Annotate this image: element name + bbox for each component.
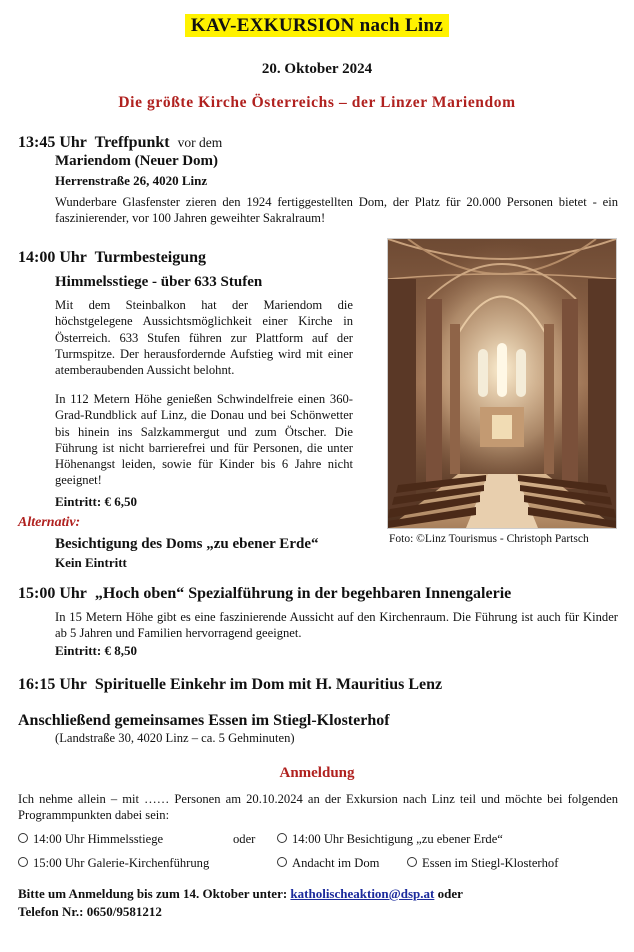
item-3-price: Eintritt: € 8,50 <box>55 643 137 658</box>
item-2-heading <box>18 249 206 267</box>
registration-footer-suffix: oder <box>437 886 463 901</box>
item-1-label: Treffpunkt <box>94 134 170 151</box>
registration-footer-prefix: Bitte um Anmeldung bis zum 14. Oktober unter: <box>18 886 288 901</box>
option-ebener-erde-label: 14:00 Uhr Besichtigung „zu ebener Erde“ <box>292 832 503 846</box>
registration-intro: Ich nehme allein – mit …… Personen am 20.10.2024 an der Exkursion nach Linz teil und möchte bei folgenden Programmpunkten dabei sein: <box>18 792 618 823</box>
option-galerie[interactable] <box>18 856 209 871</box>
item-2-time: 14:00 Uhr <box>18 249 87 266</box>
option-essen[interactable] <box>407 856 558 871</box>
page-title: KAV-EXKURSION nach Linz <box>185 14 449 37</box>
item-1-place: Mariendom (Neuer Dom) <box>55 153 219 169</box>
option-ebener-erde[interactable] <box>277 832 503 847</box>
alternative-price: Kein Eintritt <box>55 555 127 570</box>
item-5-address: (Landstraße 30, 4020 Linz – ca. 5 Gehminuten) <box>55 731 295 745</box>
item-4-label: Spirituelle Einkehr im Dom mit H. Mauritius Lenz <box>94 676 443 693</box>
oder-label: oder <box>233 832 256 846</box>
item-4-heading <box>18 676 442 694</box>
alternative-title: Besichtigung des Doms „zu ebener Erde“ <box>55 536 319 552</box>
item-1-time: 13:45 Uhr <box>18 134 87 151</box>
option-essen-label: Essen im Stiegl-Klosterhof <box>422 856 559 870</box>
email-link[interactable]: katholischeaktion@dsp.at <box>290 886 435 901</box>
option-andacht[interactable] <box>277 856 379 871</box>
item-4-time: 16:15 Uhr <box>18 676 87 693</box>
item-2-subtitle: Himmelsstiege - über 633 Stufen <box>55 274 263 290</box>
photo-caption: Foto: ©Linz Tourismus - Christoph Partsch <box>389 533 589 545</box>
alternative-label: Alternativ: <box>18 515 81 530</box>
item-2-text-1: Mit dem Steinbalkon hat der Mariendom die höchstgelegene Aussichtsmöglichkeit einer Kirche in Österreich. 633 Stufen führen zur Plattform auf der Turmspitze. Der herausfordernde Aufstieg wird mit einer atemberaubenden Aussicht belohnt. <box>55 298 353 378</box>
item-3-heading <box>18 585 511 603</box>
option-andacht-label: Andacht im Dom <box>292 856 380 870</box>
radio-icon[interactable] <box>277 857 287 867</box>
option-galerie-label: 15:00 Uhr Galerie-Kirchenführung <box>33 856 210 870</box>
item-1-heading <box>18 134 222 152</box>
item-2-price: Eintritt: € 6,50 <box>55 494 137 509</box>
item-1-text: Wunderbare Glasfenster zieren den 1924 fertiggestellten Dom, der Platz für 20.000 Personen bietet - ein faszinierender, vor 100 Jahren geweihter Sakralraum! <box>55 195 618 226</box>
phone-number: Telefon Nr.: 0650/9581212 <box>18 904 162 919</box>
title-bar <box>0 14 634 37</box>
event-date: 20. Oktober 2024 <box>261 61 373 77</box>
item-3-text: In 15 Metern Höhe gibt es eine faszinierende Aussicht auf den Kirchenraum. Die Führung ist auch für Kinder ab 5 Jahren und Familien hervorragend geeignet. <box>55 610 618 641</box>
item-2-label: Turmbesteigung <box>94 249 207 266</box>
cathedral-photo <box>387 238 617 529</box>
item-1-address: Herrenstraße 26, 4020 Linz <box>55 173 208 188</box>
registration-title: Anmeldung <box>279 765 355 781</box>
page-subtitle: Die größte Kirche Österreichs – der Linzer Mariendom <box>118 94 516 111</box>
option-himmelsstiege[interactable] <box>18 832 163 847</box>
item-1-label-suffix: vor dem <box>177 135 223 150</box>
item-5-label: Anschließend gemeinsames Essen im Stiegl-Klosterhof <box>18 712 390 729</box>
registration-footer <box>18 886 463 902</box>
radio-icon[interactable] <box>18 857 28 867</box>
radio-icon[interactable] <box>407 857 417 867</box>
option-himmelsstiege-label: 14:00 Uhr Himmelsstiege <box>33 832 164 846</box>
item-3-label: „Hoch oben“ Spezialführung in der begehbaren Innengalerie <box>94 585 512 602</box>
item-2-text-2: In 112 Metern Höhe genießen Schwindelfreie einen 360-Grad-Rundblick auf Linz, die Donau und bei Schönwetter bis hinein ins Salzkammergut und zum Ötscher. Die Führung ist nicht barrierefrei und für Personen, die unter Höhenangst leiden, sowie für Kinder bis 6 Jahre nicht geeignet! <box>55 392 353 488</box>
item-3-time: 15:00 Uhr <box>18 585 87 602</box>
radio-icon[interactable] <box>18 833 28 843</box>
radio-icon[interactable] <box>277 833 287 843</box>
